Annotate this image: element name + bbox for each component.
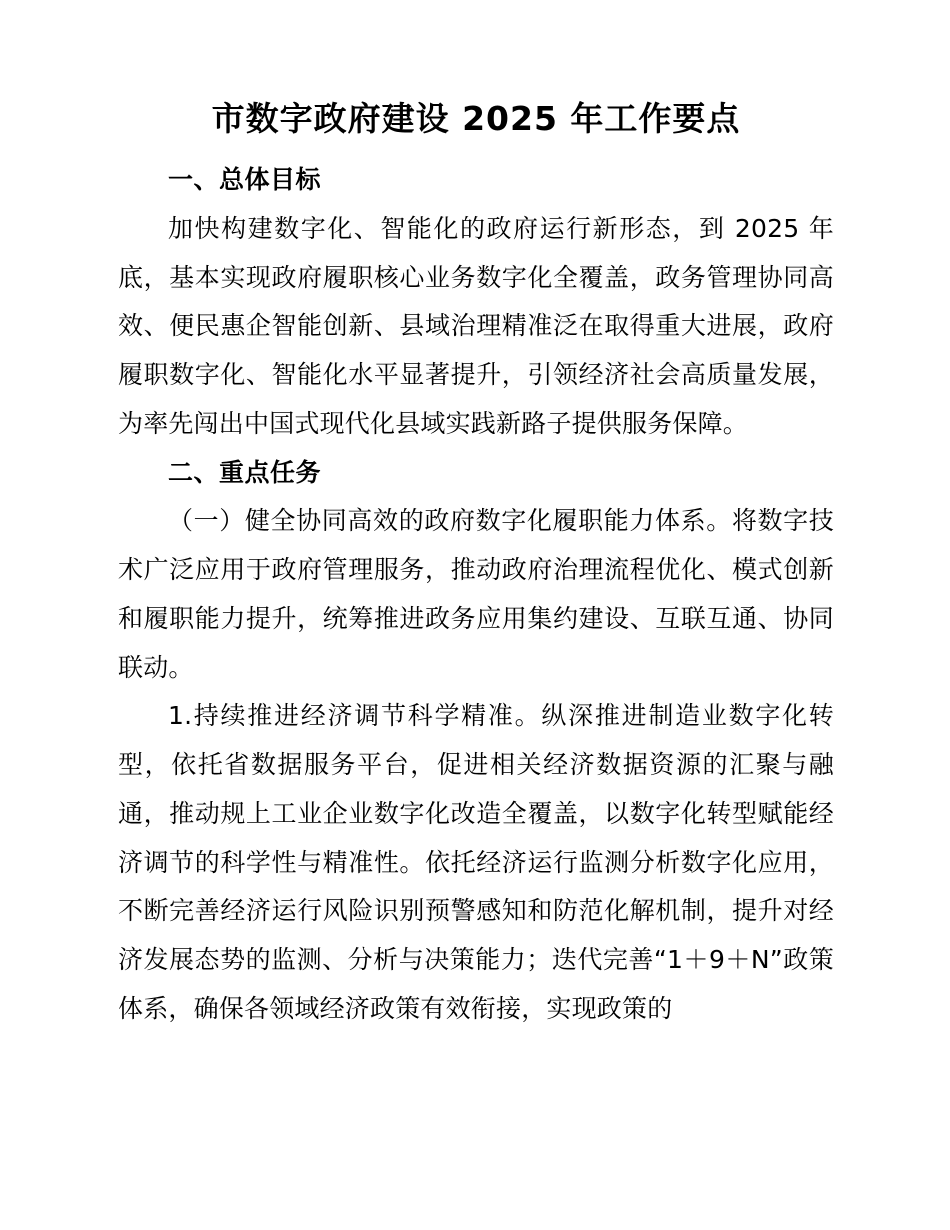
paragraph-task-one: （一）健全协同高效的政府数字化履职能力体系。将数字技术广泛应用于政府管理服务，推动政府治理流程优化、模式创新和履职能力提升，统筹推进政务应用集约建设、互联互通、协同联动。 bbox=[118, 506, 834, 682]
document-body bbox=[118, 96, 834, 1034]
paragraph-task-one-item-1: 1.持续推进经济调节科学精准。纵深推进制造业数字化转型，依托省数据服务平台，促进相关经济数据资源的汇聚与融通，推动规上工业企业数字化改造全覆盖，以数字化转型赋能经济调节的科学性与精准性。依托经济运行监测分析数字化应用，不断完善经济运行风险识别预警感知和防范化解机制，提升对经济发展态势的监测、分析与决策能力；迭代完善“1＋9＋N”政策体系，确保各领域经济政策有效衔接，实现政策的 bbox=[118, 701, 834, 1023]
paragraph-overall-goal: 加快构建数字化、智能化的政府运行新形态，到 2025 年底，基本实现政府履职核心业务数字化全覆盖，政务管理协同高效、便民惠企智能创新、县域治理精准泛在取得重大进展，政府履职数字化、智能化水平显著提升，引领经济社会高质量发展，为率先闯出中国式现代化县域实践新路子提供服务保障。 bbox=[118, 213, 834, 438]
section-heading-key-tasks: 二、重点任务 bbox=[168, 457, 322, 487]
section-heading-overall-goal: 一、总体目标 bbox=[168, 165, 322, 195]
page-title: 市数字政府建设 2025 年工作要点 bbox=[211, 99, 741, 138]
